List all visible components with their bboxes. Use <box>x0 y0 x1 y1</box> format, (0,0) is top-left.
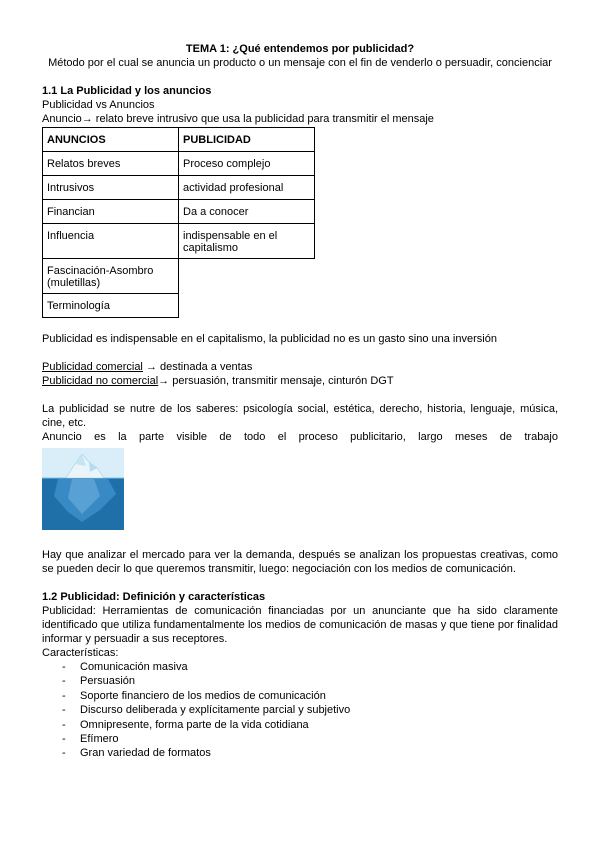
list-item: - Persuasión <box>62 674 558 688</box>
table-cell: indispensable en el capitalismo <box>179 224 315 259</box>
comparison-table <box>42 127 315 318</box>
list-item: - Soporte financiero de los medios de comunicación <box>62 689 558 703</box>
para-mercado: Hay que analizar el mercado para ver la demanda, después se analizan los propuestas creativas, como se pueden decir lo que queremos transmitir, luego: negociación con los medios de comunicación. <box>42 549 558 575</box>
publicidad-no-comercial-text: → persuasión, transmitir mensaje, cinturón DGT <box>158 375 394 387</box>
table-row <box>43 224 315 259</box>
table-cell: Relatos breves <box>43 152 179 176</box>
para-saberes: La publicidad se nutre de los saberes: psicología social, estética, derecho, historia, lenguaje, música, cine, etc. <box>42 403 558 429</box>
table-cell-empty <box>179 294 315 318</box>
section-2-heading: 1.2 Publicidad: Definición y características <box>42 591 266 603</box>
definition-line: Método por el cual se anuncia un producto o un mensaje con el fin de venderlo o persuadir, concienciar <box>48 57 552 69</box>
table-cell-empty <box>179 259 315 294</box>
publicidad-definition: Publicidad: Herramientas de comunicación financiadas por un anunciante que ha sido claramente identificado que utiliza fundamentalmente los medios de comunicación de masas y que tiene por finalidad informar y persuadir a sus receptores. <box>42 605 558 645</box>
list-item: - Comunicación masiva <box>62 660 558 674</box>
list-item: - Gran variedad de formatos <box>62 746 558 760</box>
table-row <box>43 259 315 294</box>
list-item: - Omnipresente, forma parte de la vida cotidiana <box>62 718 558 732</box>
caracteristicas-list <box>42 660 558 761</box>
para-anuncio-visible: Anuncio es la parte visible de todo el proceso publicitario, largo meses de trabajo <box>42 431 558 443</box>
table-cell: Financian <box>43 200 179 224</box>
table-row <box>43 200 315 224</box>
document-page <box>42 42 558 761</box>
section-1-heading: 1.1 La Publicidad y los anuncios <box>42 85 212 97</box>
publicidad-comercial-text: → destinada a ventas <box>142 361 253 373</box>
anuncio-definition: Anuncio→ relato breve intrusivo que usa la publicidad para transmitir el mensaje <box>42 113 434 125</box>
publicidad-comercial-line <box>42 360 558 374</box>
table-row <box>43 176 315 200</box>
publicidad-no-comercial-label: Publicidad no comercial <box>42 375 159 387</box>
table-cell: Influencia <box>43 224 179 259</box>
table-header-anuncios: ANUNCIOS <box>43 128 179 152</box>
table-cell: actividad profesional <box>179 176 315 200</box>
table-cell: Terminología <box>43 294 179 318</box>
para-indispensable: Publicidad es indispensable en el capitalismo, la publicidad no es un gasto sino una inversión <box>42 333 497 345</box>
section-1-subtitle: Publicidad vs Anuncios <box>42 99 155 111</box>
publicidad-comercial-label: Publicidad comercial <box>42 361 143 373</box>
table-cell: Proceso complejo <box>179 152 315 176</box>
table-cell: Da a conocer <box>179 200 315 224</box>
caracteristicas-label: Características: <box>42 647 119 659</box>
iceberg-image <box>42 448 124 530</box>
table-header-publicidad: PUBLICIDAD <box>179 128 315 152</box>
table-cell: Fascinación-Asombro (muletillas) <box>43 259 179 294</box>
table-row <box>43 152 315 176</box>
table-cell: Intrusivos <box>43 176 179 200</box>
publicidad-no-comercial-line <box>42 374 558 388</box>
table-header-row <box>43 128 315 152</box>
list-item: - Discurso deliberada y explícitamente parcial y subjetivo <box>62 703 558 717</box>
document-title: TEMA 1: ¿Qué entendemos por publicidad? <box>185 43 415 55</box>
list-item: - Efímero <box>62 732 558 746</box>
table-row <box>43 294 315 318</box>
